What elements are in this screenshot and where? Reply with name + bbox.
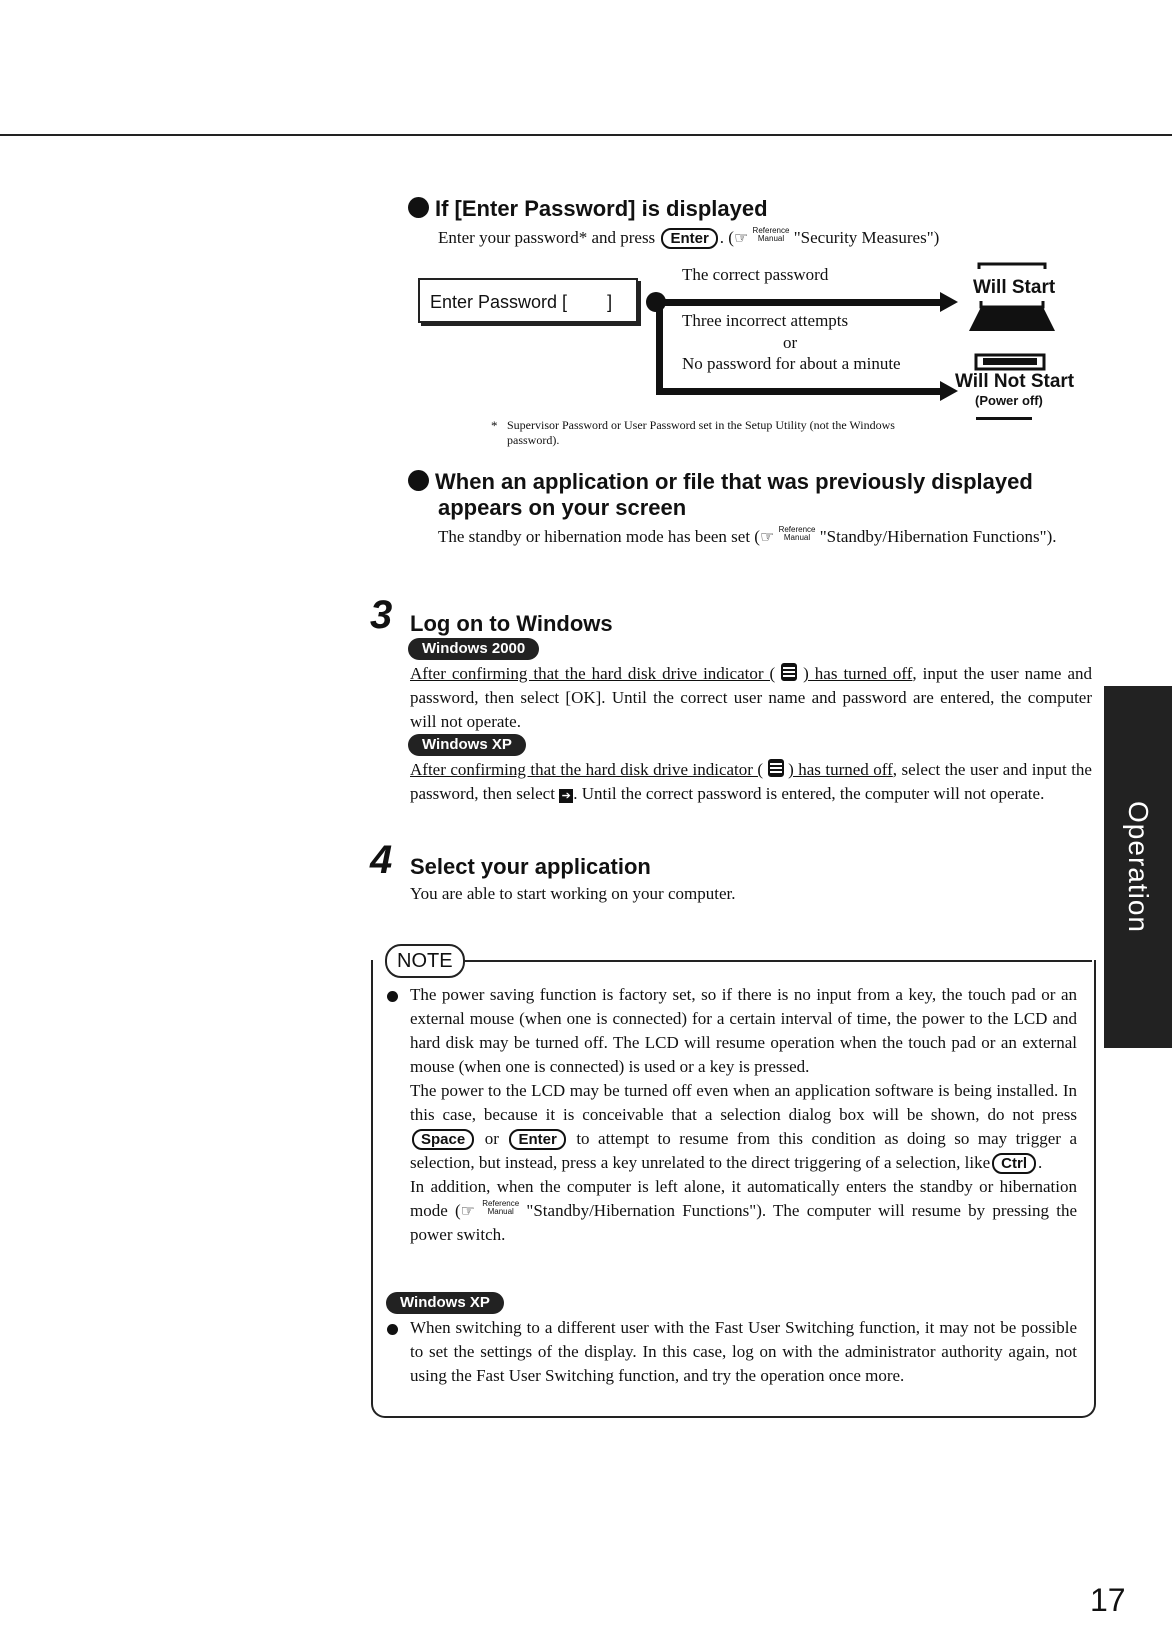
note-para-2: The power to the LCD may be turned off even when an application software is being installed. In this case, because it is conceivable that a selection dialog box will be shown, do not pressSpace or Enter to attempt to resume from this condition as doing so may trigger a selection, but instead, press a key unrelated to the direct triggering of a selection, like Ctrl . [410,1081,1078,1172]
note-os-badge-windows-xp: Windows XP [386,1292,504,1314]
reference-manual-icon: Reference Manual [752,226,790,243]
os-badge-windows-xp: Windows XP [408,734,526,756]
arrow-incorrect-riser [656,299,663,394]
note-para-3: In addition, when the computer is left alone, it automatically enters the standby or hibernation mode (☞ Reference Manual "Standby/Hibernation Functions"). The computer will resume by pressing the power switch. [410,1177,1078,1244]
page-number: 17 [1090,1582,1126,1618]
bullet-icon [408,470,429,491]
top-rule [0,134,1172,136]
resume-heading: When an application or file that was previously displayed appears on your screen [408,469,1033,521]
hdd-indicator-icon [768,759,784,777]
password-dialog: Enter Password [ ] [418,278,638,323]
footnote: Supervisor Password or User Password set in the Setup Utility (not the Windows password). [507,418,895,447]
pointing-hand-icon: ☞ [460,1201,476,1220]
side-tab [1104,686,1172,1048]
arrow-correct-head [940,292,958,312]
note-label: NOTE [385,944,465,978]
pointing-hand-icon: ☞ [733,228,749,247]
power-off-label: (Power off) [975,393,1043,408]
password-heading: If [Enter Password] is displayed [408,196,768,222]
note-bullet-icon [387,991,398,1002]
step-4-number: 4 [370,838,393,882]
no-password-label: No password for about a minute [682,354,901,373]
will-start-label: Will Start [973,277,1056,298]
step-4-heading: Select your application [410,854,651,879]
incorrect-attempts-label: Three incorrect attempts [682,311,849,330]
flow-arrows [640,280,960,410]
arrow-correct-line [656,299,942,306]
ctrl-key: Ctrl [992,1153,1036,1174]
enter-key: Enter [661,228,717,249]
note-bullet-icon [387,1324,398,1335]
reference-manual-icon: Reference Manual [778,525,816,542]
step-3-para-xp: After confirming that the hard disk drive indicator ( ) has turned off, select the user and input the password, then select ➔ . Until the correct password is entered, the computer will not operate. [410,760,1092,803]
step-3-number: 3 [370,593,393,637]
note-bullet-2: When switching to a different user with the Fast User Switching function, it may not be possible to set the settings of the display. In this case, log on with the administrator authority again, not using the Fast User Switching function, and try the operation once more. [410,1318,1077,1385]
or-label: or [783,333,798,352]
side-tab-label: Operation [1123,801,1154,933]
step-3-para-2000: After confirming that the hard disk drive indicator ( ) has turned off, input the user name and password, then select [OK]. Until the correct user name and password are entered, the computer will not operate. [410,664,1093,731]
pointing-hand-icon: ☞ [759,527,775,546]
resume-text: The standby or hibernation mode has been set (☞ Reference Manual "Standby/Hibernation Functions"). [438,525,1057,546]
correct-password-label: The correct password [682,265,829,284]
note-para-1: The power saving function is factory set, so if there is no input from a key, the touch pad or an external mouse (when one is connected) for a certain interval of time, the power to the LCD and hard disk may be turned off. The LCD will resume operation when the touch pad or an external mouse (when one is connected) is used or a key is pressed. [410,985,1077,1076]
logon-arrow-icon: ➔ [559,789,573,803]
password-intro: Enter your password* and press Enter . (☞ Reference Manual "Security Measures") [438,226,940,247]
space-key: Space [412,1129,474,1150]
note-bullet-1 [410,983,1077,1247]
bullet-icon [408,197,429,218]
will-not-start-label: Will Not Start [955,371,1075,392]
enter-key: Enter [509,1129,565,1150]
hdd-indicator-icon [781,663,797,681]
os-badge-windows-2000: Windows 2000 [408,638,539,660]
reference-manual-icon: Reference Manual [482,1199,520,1216]
footnote-star: * [491,418,498,433]
step-3-heading: Log on to Windows [410,611,613,636]
step-4-text: You are able to start working on your computer. [410,884,736,903]
arrow-incorrect-line [656,388,942,395]
